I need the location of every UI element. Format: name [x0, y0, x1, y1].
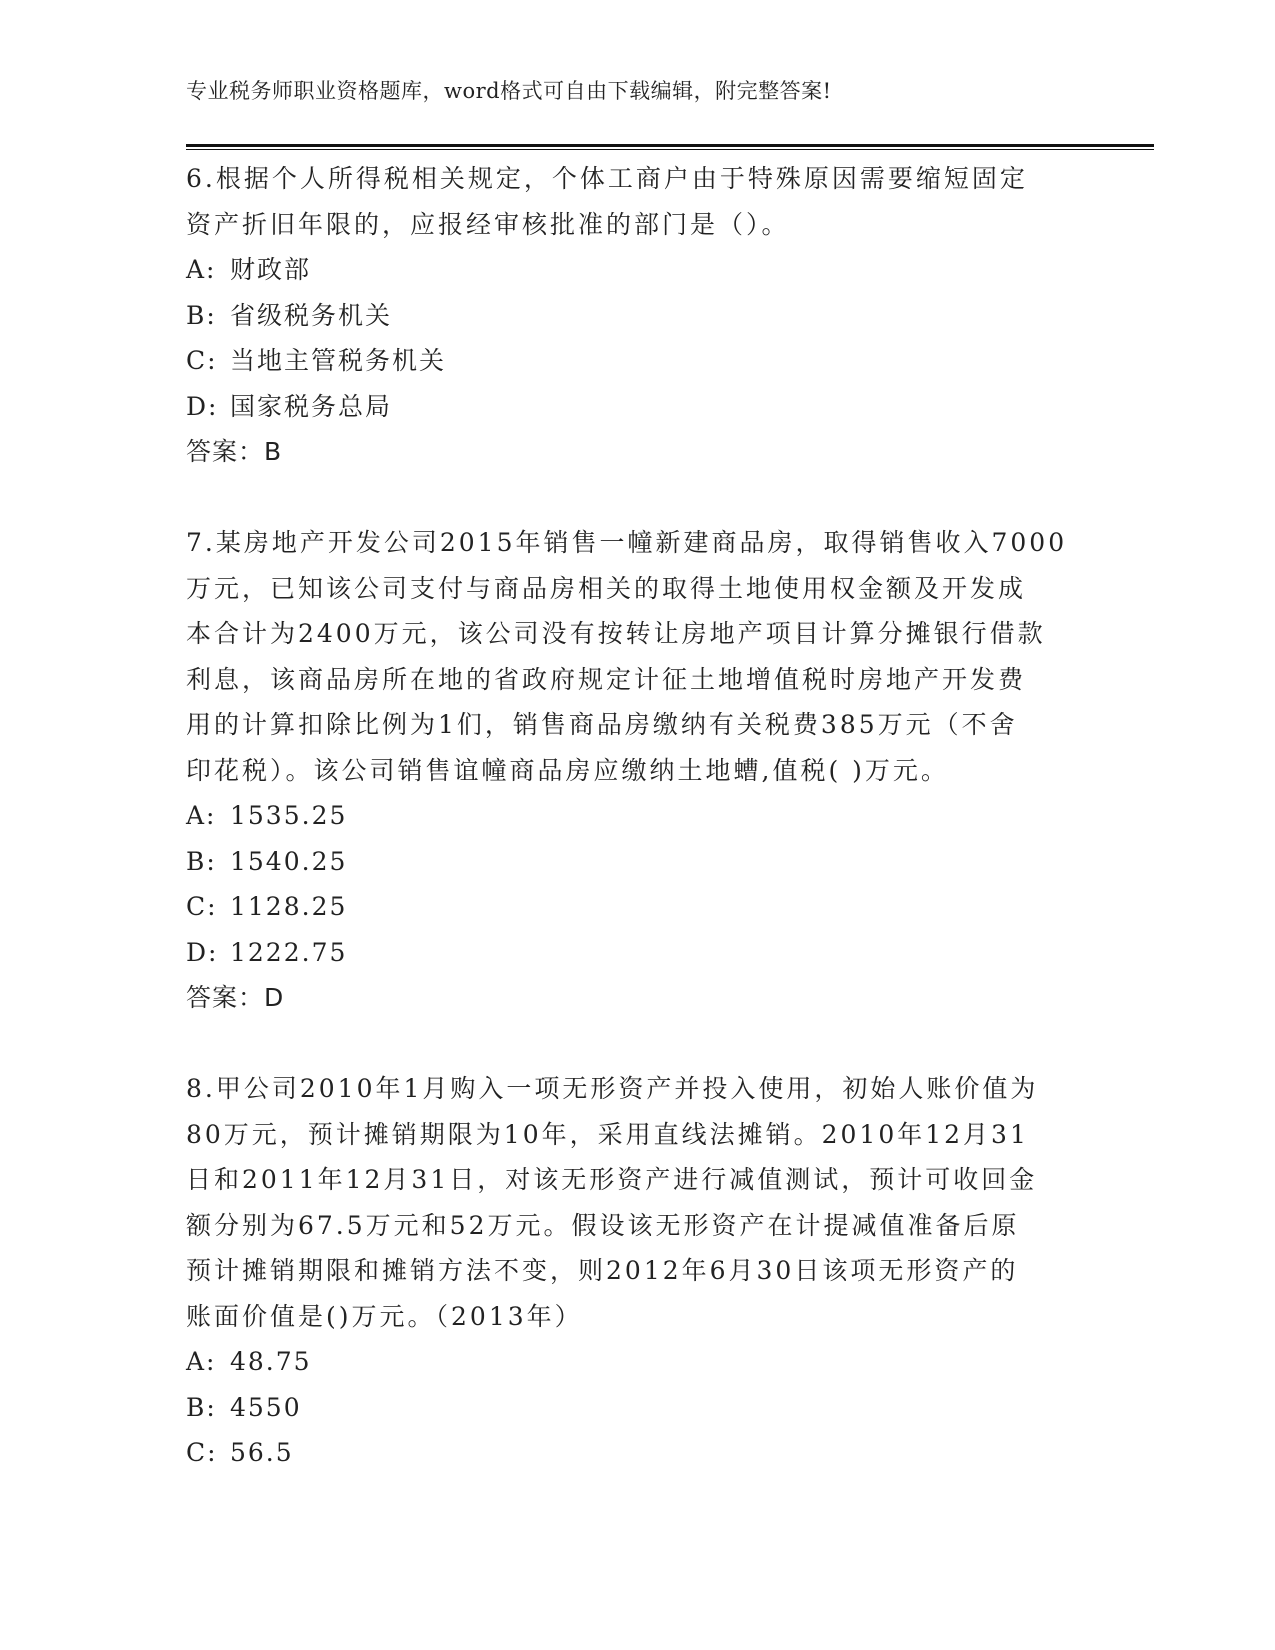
option-text: 国家税务总局 — [230, 391, 393, 421]
option-letter: D: — [186, 937, 219, 967]
option-text: 48.75 — [230, 1347, 312, 1376]
question-text-line: 印花税）。该公司销售谊幢商品房应缴纳土地螬,值税( )万元。 — [186, 755, 949, 785]
question-7 — [186, 520, 1086, 1021]
option-text: 1222.75 — [230, 937, 348, 967]
page-header: 专业税务师职业资格题库，word格式可自由下载编辑，附完整答案! — [186, 79, 832, 103]
answer-label: 答案：B — [186, 437, 283, 466]
option-c — [186, 884, 1086, 930]
option-d — [186, 384, 1086, 430]
question-list — [186, 156, 1086, 1476]
question-8 — [186, 1066, 1086, 1476]
header-rule-thick — [186, 144, 1154, 147]
option-letter: A: — [186, 1347, 217, 1376]
option-text: 1535.25 — [230, 801, 348, 830]
option-letter: A: — [186, 801, 217, 830]
option-letter: C: — [186, 346, 218, 375]
option-d — [186, 930, 1086, 976]
option-c — [186, 1430, 1086, 1476]
option-letter: D: — [186, 391, 219, 421]
option-letter: A: — [186, 255, 217, 284]
question-6 — [186, 156, 1086, 475]
question-spacer — [186, 1021, 1086, 1067]
option-c — [186, 338, 1086, 384]
question-text-line: 万元，已知该公司支付与商品房相关的取得土地使用权金额及开发成 — [186, 573, 1027, 603]
option-text: 1540.25 — [230, 846, 348, 876]
option-b — [186, 293, 1086, 339]
option-letter: B: — [186, 300, 217, 330]
option-text: 56.5 — [230, 1438, 294, 1467]
option-text: 1128.25 — [230, 892, 348, 921]
question-text-line: 利息，该商品房所在地的省政府规定计征土地增值税时房地产开发费 — [186, 664, 1027, 694]
question-text-line: 日和2011年12月31日，对该无形资产进行减值测试，预计可收回金 — [186, 1165, 1038, 1194]
question-spacer — [186, 475, 1086, 521]
option-a — [186, 1339, 1086, 1385]
option-b — [186, 839, 1086, 885]
option-letter: B: — [186, 846, 217, 876]
question-text-line: 6.根据个人所得税相关规定，个体工商户由于特殊原因需要缩短固定 — [186, 164, 1028, 193]
question-text-line: 账面价值是()万元。（2013年） — [186, 1301, 583, 1331]
option-text: 省级税务机关 — [230, 300, 393, 330]
question-text-line: 7.某房地产开发公司2015年销售一幢新建商品房，取得销售收入7000 — [186, 528, 1068, 557]
option-b — [186, 1385, 1086, 1431]
question-text-line: 用的计算扣除比例为1们，销售商品房缴纳有关税费385万元（不舍 — [186, 710, 1018, 739]
question-text-line: 80万元，预计摊销期限为10年，采用直线法摊销。2010年12月31 — [186, 1119, 1029, 1149]
question-text-line: 本合计为2400万元，该公司没有按转让房地产项目计算分摊银行借款 — [186, 619, 1046, 648]
option-a — [186, 793, 1086, 839]
option-letter: B: — [186, 1392, 217, 1422]
answer-label: 答案：D — [186, 983, 285, 1012]
option-text: 当地主管税务机关 — [230, 346, 447, 375]
option-letter: C: — [186, 892, 218, 921]
question-text-line: 预计摊销期限和摊销方法不变，则2012年6月30日该项无形资产的 — [186, 1256, 1019, 1285]
option-a — [186, 247, 1086, 293]
header-rule-thin — [186, 149, 1154, 150]
option-letter: C: — [186, 1438, 218, 1467]
option-text: 财政部 — [230, 255, 312, 284]
question-text-line: 资产折旧年限的，应报经审核批准的部门是（）。 — [186, 209, 790, 239]
option-text: 4550 — [230, 1392, 302, 1422]
question-text-line: 额分别为67.5万元和52万元。假设该无形资产在计提减值准备后原 — [186, 1210, 1020, 1240]
question-text-line: 8.甲公司2010年1月购入一项无形资产并投入使用，初始人账价值为 — [186, 1074, 1039, 1103]
